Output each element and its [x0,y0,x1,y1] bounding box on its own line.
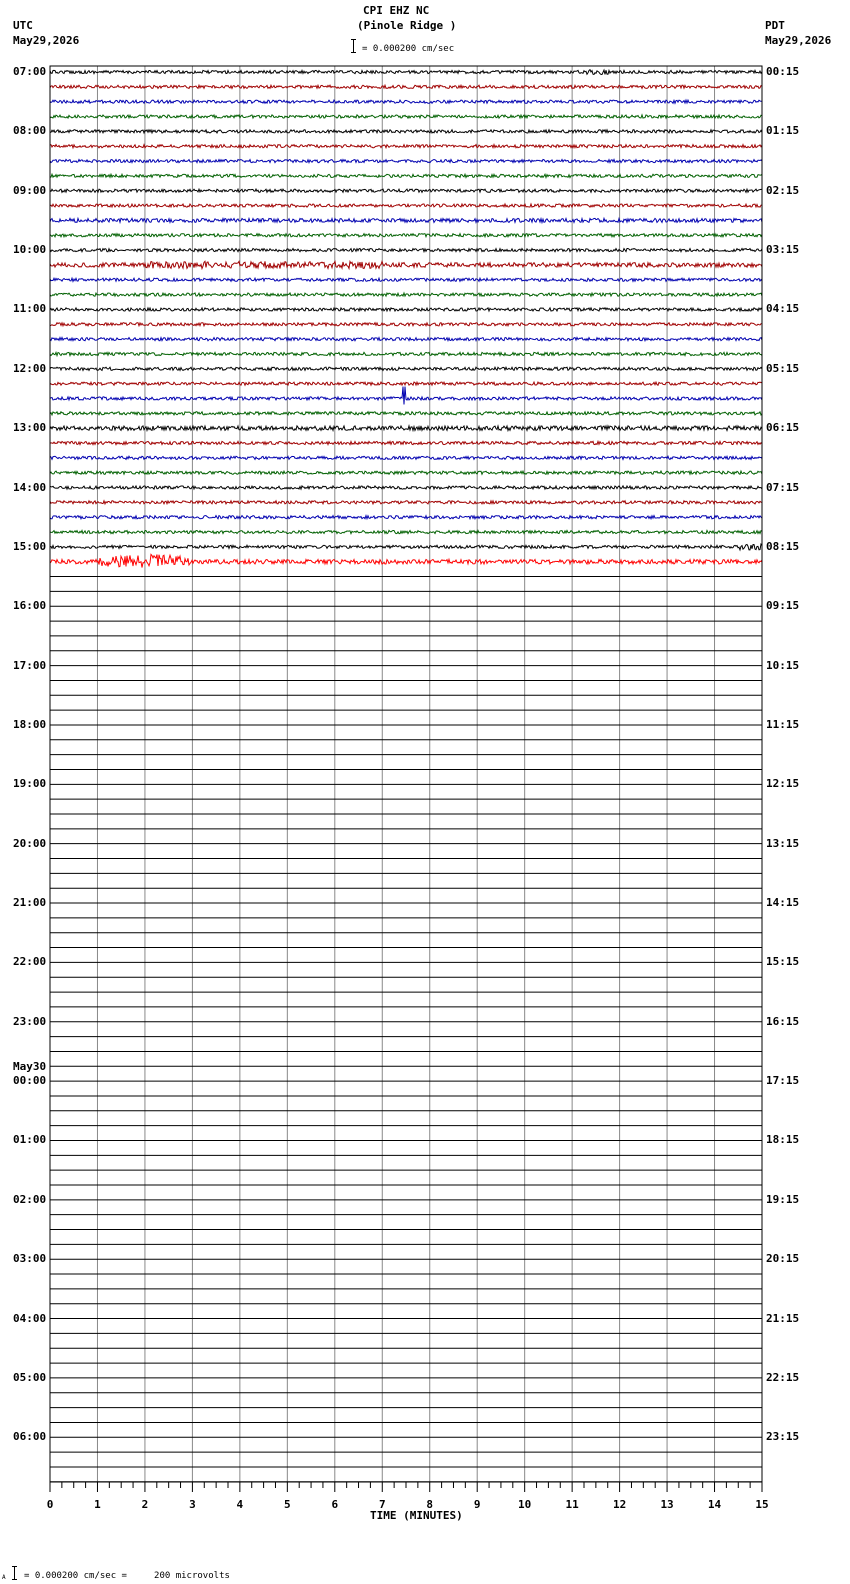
pdt-hour-label: 18:15 [766,1133,800,1147]
trace-row-3 [50,115,762,118]
utc-hour-label: 07:00 [13,65,47,78]
utc-hour-label: 20:00 [13,836,47,850]
trace-row-23 [50,412,762,415]
utc-hour-label: 08:00 [13,124,47,138]
pdt-hour-label: 23:15 [766,1430,800,1444]
footer-scale-bar-icon [12,1566,17,1580]
trace-row-9 [50,204,762,207]
utc-hour-label: 22:00 [13,955,47,969]
trace-row-30 [50,516,762,519]
trace-row-4 [50,130,762,133]
pdt-hour-label: 09:15 [766,599,800,613]
utc-hour-label: 21:00 [13,896,47,910]
pdt-hour-label: 12:15 [766,777,800,791]
station-location: (Pinole Ridge ) [357,19,457,32]
utc-date-change-label: May30 [13,1060,47,1074]
utc-hour-label: 09:00 [13,183,47,197]
x-tick-label: 10 [518,1498,532,1511]
pdt-hour-label: 22:15 [766,1370,800,1384]
trace-row-12 [50,249,762,252]
pdt-hour-label: 13:15 [766,836,800,850]
utc-hour-label: 06:00 [13,1430,47,1444]
footer-scale-prefix: A [2,1574,6,1581]
utc-hour-label: 15:00 [13,539,47,553]
utc-hour-label: 12:00 [13,361,47,375]
x-tick-label: 11 [565,1498,579,1511]
utc-hour-label: 11:00 [13,302,47,316]
right-timezone: PDT [765,19,785,32]
trace-row-17 [50,323,762,326]
right-date: May29,2026 [765,34,832,47]
pdt-hour-label: 07:15 [766,480,800,494]
trace-row-14 [50,278,762,281]
trace-row-27 [50,471,762,474]
trace-row-25 [50,441,762,444]
trace-row-22 [50,387,762,405]
x-tick-label: 12 [612,1498,627,1511]
x-tick-label: 13 [660,1498,674,1511]
pdt-hour-label: 16:15 [766,1014,800,1028]
pdt-hour-label: 00:15 [766,65,800,78]
trace-row-28 [50,486,762,489]
time-axis [47,1482,769,1511]
pdt-hour-label: 06:15 [766,421,800,435]
scale-bar-icon [351,39,355,53]
pdt-hour-label: 19:15 [766,1192,800,1206]
x-tick-label: 6 [331,1498,339,1511]
trace-row-8 [50,189,762,192]
pdt-hour-label: 14:15 [766,896,800,910]
x-axis-label: TIME (MINUTES) [370,1509,463,1522]
x-tick-label: 15 [755,1498,769,1511]
left-date: May29,2026 [13,34,80,47]
utc-hour-label: 17:00 [13,658,47,672]
utc-hour-label: 19:00 [13,777,47,791]
trace-row-13 [50,261,762,268]
x-tick-label: 1 [94,1498,101,1511]
pdt-hour-label: 02:15 [766,183,800,197]
utc-hour-label: 16:00 [13,599,47,613]
x-tick-label: 7 [378,1498,386,1511]
pdt-hour-label: 15:15 [766,955,800,969]
x-tick-label: 0 [46,1498,54,1511]
pdt-hour-label: 20:15 [766,1252,800,1266]
trace-row-29 [50,501,762,504]
pdt-hour-label: 21:15 [766,1311,800,1325]
trace-row-32 [50,544,762,550]
x-tick-label: 14 [707,1498,722,1511]
trace-row-2 [50,100,762,103]
pdt-hour-label: 03:15 [766,243,800,257]
utc-hour-label: 05:00 [13,1370,47,1384]
utc-hour-label: 03:00 [13,1252,47,1266]
utc-hour-label: 02:00 [13,1192,47,1206]
pdt-hour-label: 11:15 [766,717,800,731]
utc-hour-label: 13:00 [13,421,47,435]
trace-row-15 [50,293,762,296]
trace-row-33 [50,554,762,567]
utc-hour-label: 14:00 [13,480,47,494]
utc-hour-label: 00:00 [13,1074,47,1088]
x-tick-label: 8 [426,1498,434,1511]
trace-row-7 [50,174,762,177]
trace-row-24 [50,426,762,431]
x-tick-label: 5 [284,1498,291,1511]
x-tick-label: 2 [141,1498,149,1511]
left-timezone: UTC [13,19,33,32]
seismic-traces [50,70,762,1482]
pdt-hour-label: 17:15 [766,1074,800,1088]
scale-text: = 0.000200 cm/sec [362,44,455,54]
trace-row-10 [50,218,762,222]
trace-row-5 [50,145,762,148]
x-tick-label: 3 [189,1498,196,1511]
x-tick-label: 4 [236,1498,244,1511]
trace-row-18 [50,338,762,341]
trace-row-20 [50,367,762,370]
pdt-hour-label: 01:15 [766,124,800,138]
utc-hour-label: 23:00 [13,1014,47,1028]
trace-row-26 [50,456,762,459]
pdt-hour-label: 08:15 [766,539,800,553]
trace-row-31 [50,530,762,533]
trace-row-6 [50,159,762,162]
utc-hour-label: 10:00 [13,243,47,257]
utc-hour-label: 01:00 [13,1133,47,1147]
pdt-hour-label: 10:15 [766,658,800,672]
utc-hour-label: 18:00 [13,717,47,731]
trace-row-1 [50,85,762,88]
trace-row-0 [50,70,762,75]
trace-row-11 [50,234,762,237]
trace-row-21 [50,382,762,385]
pdt-hour-label: 05:15 [766,361,800,375]
trace-row-19 [50,352,762,355]
utc-hour-label: 04:00 [13,1311,47,1325]
trace-row-16 [50,308,762,311]
station-title: CPI EHZ NC [363,4,430,17]
pdt-hour-label: 04:15 [766,302,800,316]
footer-scale-text: = 0.000200 cm/sec = 200 microvolts [24,1571,230,1581]
x-tick-label: 9 [473,1498,481,1511]
